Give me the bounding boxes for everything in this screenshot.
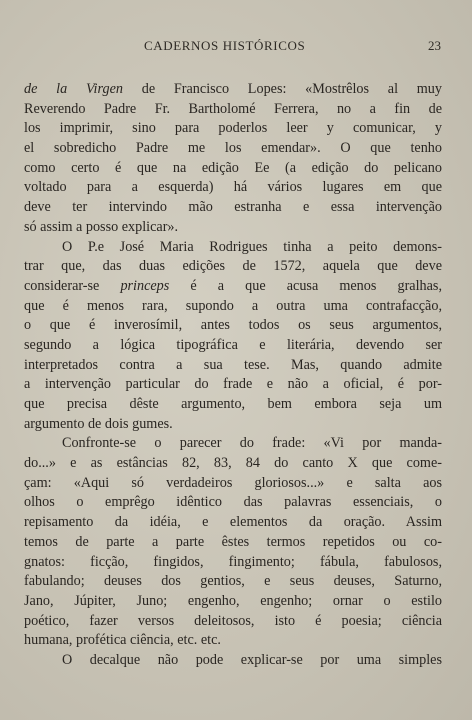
page-number: 23 [428, 38, 441, 53]
text-run: O decalque não pode explicar-se por uma simples [62, 651, 442, 668]
text-run: los imprimir, sino para poderlos leer y comunicar, y [24, 120, 442, 137]
text-line [24, 493, 442, 513]
running-head [0, 38, 472, 56]
text-run: de Francisco Lopes: «Mostrêlos al muy [122, 81, 442, 97]
text-run: do...» e as estâncias 82, 83, 84 do canto X que come- [24, 455, 442, 472]
running-title: CADERNOS HISTÓRICOS [144, 38, 306, 53]
text-run: O P.e José Maria Rodrigues tinha a peito demons- [62, 238, 442, 255]
text-line [24, 454, 442, 474]
text-run: é a que acusa menos gralhas, [169, 277, 442, 294]
text-line [24, 316, 442, 336]
text-run: fabulando; deuses dos gentios, e seus deuses, Saturno, [24, 573, 442, 590]
text-line [24, 336, 442, 356]
text-run: repisamento da idéia, e elementos da oração. Assim [24, 514, 442, 531]
text-run: que precisa dêste argumento, bem embora seja um [24, 396, 442, 412]
text-run: o que é inverosímil, antes todos os seus argumentos, [24, 317, 442, 334]
text-line [24, 80, 442, 100]
text-line [24, 100, 442, 120]
body-text [24, 80, 442, 671]
text-line [24, 592, 442, 612]
text-run: Confronte-se o parecer do frade: «Vi por manda- [62, 435, 442, 452]
text-line [24, 533, 442, 553]
italic-text: de la Virgen [24, 81, 123, 97]
text-line [24, 119, 442, 139]
text-line [24, 415, 442, 435]
text-line [24, 257, 442, 277]
text-run: Jano, Júpiter, Juno; engenho, engenho; ornar o estilo [24, 592, 442, 609]
text-line [24, 238, 442, 258]
text-line [24, 159, 442, 179]
text-line [24, 297, 442, 317]
text-line [24, 178, 442, 198]
text-line [24, 277, 442, 297]
text-line [24, 139, 442, 159]
text-line [24, 612, 442, 632]
text-run: humana, profética ciência, etc. etc. [24, 632, 221, 649]
text-run: argumento de dois gumes. [24, 415, 173, 432]
text-run: gnatos: ficção, fingidos, fingimento; fábula, fabulosos, [24, 553, 442, 570]
text-run: temos de parte a parte êstes termos repetidos ou co- [24, 533, 442, 550]
text-run: a intervenção particular do frade e não a oficial, é por- [24, 376, 442, 393]
text-line [24, 572, 442, 592]
italic-text: princeps [120, 277, 170, 294]
text-run: segundo a lógica tipográfica e literária, devendo ser [24, 336, 442, 353]
text-run: só assim a posso explicar». [24, 218, 179, 235]
text-run: çam: «Aqui só verdadeiros gloriosos...» e salta aos [24, 474, 442, 491]
text-run: poético, fazer versos deleitosos, isto é poesia; ciência [24, 612, 442, 629]
text-line [24, 513, 442, 533]
text-line [24, 356, 442, 376]
text-run: deve ter intervindo mão estranha e essa intervenção [24, 199, 442, 216]
text-line [24, 651, 442, 671]
text-line [24, 395, 442, 415]
text-line [24, 434, 442, 454]
text-run: que é menos rara, supondo a outra uma contrafacção, [24, 297, 442, 314]
text-run: voltado para a esquerda) há vários lugares em que [24, 179, 442, 196]
text-run: considerar-se [24, 277, 121, 294]
text-line [24, 218, 442, 238]
text-run: como certo é que na edição Ee (a edição do pelicano [24, 159, 442, 176]
text-line [24, 474, 442, 494]
text-run: el sobredicho Padre me los emendar». O que tenho [24, 140, 442, 157]
text-run: trar que, das duas edições de 1572, aquela que deve [24, 258, 442, 275]
text-line [24, 198, 442, 218]
text-run: interpretados contra a sua tese. Mas, quando admite [24, 356, 442, 373]
text-line [24, 631, 442, 651]
text-line [24, 375, 442, 395]
text-line [24, 553, 442, 573]
text-run: Reverendo Padre Fr. Bartholomé Ferrera, no a fin de [24, 100, 442, 117]
text-run: olhos o emprêgo idêntico das palavras essenciais, o [24, 494, 442, 511]
